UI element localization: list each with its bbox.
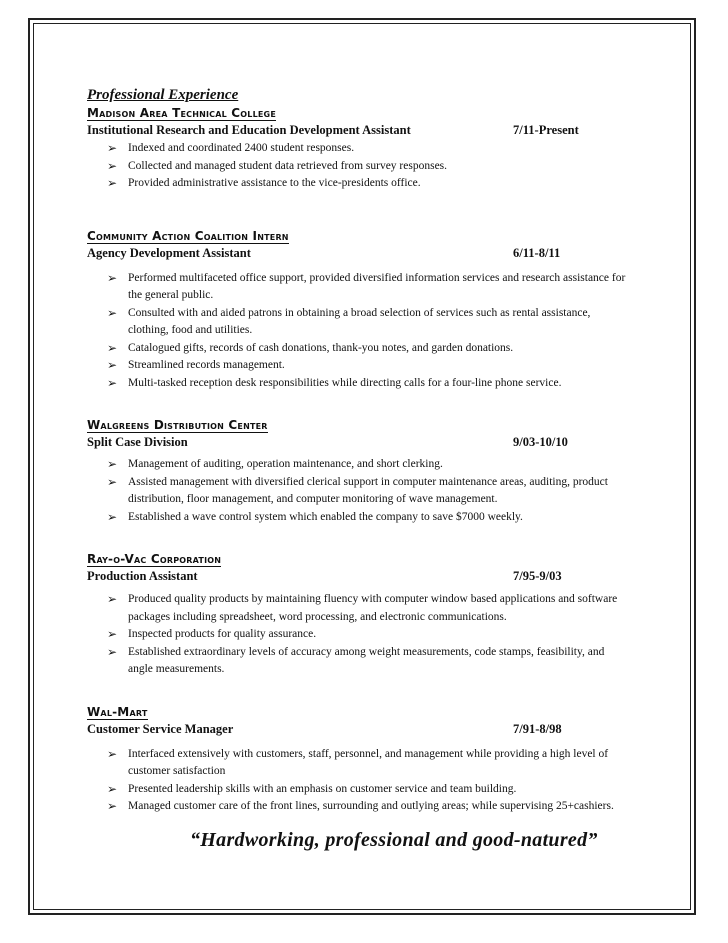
- job-title: Customer Service Manager: [87, 721, 234, 736]
- bullet-list: [87, 270, 632, 393]
- job-entry: [87, 227, 632, 393]
- arrow-bullet-icon: ➢: [107, 509, 118, 524]
- job-entry: [87, 550, 632, 679]
- job-entry: [87, 703, 632, 816]
- list-item: ➢ Produced quality products by maintaining fluency with computer window based applications and software packages including spreadsheet, word processing, and electronic communications.: [107, 592, 618, 623]
- arrow-bullet-icon: ➢: [107, 592, 118, 606]
- list-item: ➢ Collected and managed student data retrieved from survey responses.: [107, 158, 632, 176]
- section-title: Professional Experience: [87, 87, 239, 103]
- bullet-list: [87, 140, 632, 193]
- list-item: ➢ Management of auditing, operation maintenance, and short clerking.: [107, 456, 632, 474]
- employer-name: Community Action Coalition Intern: [87, 228, 289, 243]
- role-line: [87, 122, 632, 139]
- bullet-list: [87, 591, 632, 679]
- job-dates: 7/95-9/03: [513, 569, 562, 583]
- role-line: [87, 721, 632, 738]
- job-entry: [87, 416, 632, 526]
- employer-name: Madison Area Technical College: [87, 106, 276, 120]
- list-item: ➢ Inspected products for quality assurance.: [107, 626, 632, 644]
- arrow-bullet-icon: ➢: [107, 644, 118, 659]
- job-title: Split Case Division: [87, 435, 188, 449]
- bullet-list: [87, 746, 632, 816]
- list-item: ➢ Catalogued gifts, records of cash donations, thank-you notes, and garden donations.: [107, 340, 632, 358]
- role-line: [87, 245, 632, 262]
- arrow-bullet-icon: ➢: [107, 141, 118, 155]
- employer-name: Ray-o-Vac Corporation: [87, 552, 222, 566]
- arrow-bullet-icon: ➢: [107, 270, 118, 285]
- list-item: ➢ Managed customer care of the front lines, surrounding and outlying areas; while supervising 25+cashiers.: [107, 798, 632, 816]
- list-item: ➢ Streamlined records management.: [107, 357, 632, 375]
- arrow-bullet-icon: ➢: [107, 358, 118, 372]
- job-dates: 6/11-8/11: [513, 245, 561, 260]
- arrow-bullet-icon: ➢: [107, 746, 118, 761]
- list-item: ➢ Provided administrative assistance to the vice-presidents office.: [107, 175, 632, 193]
- list-item: ➢ Interfaced extensively with customers, staff, personnel, and management while providing a high level of customer satisfaction: [107, 746, 609, 777]
- arrow-bullet-icon: ➢: [107, 781, 118, 796]
- arrow-bullet-icon: ➢: [107, 158, 118, 173]
- job-dates: 7/91-8/98: [513, 721, 562, 736]
- list-item: ➢ Presented leadership skills with an emphasis on customer service and team building.: [107, 781, 632, 799]
- arrow-bullet-icon: ➢: [107, 799, 118, 813]
- arrow-bullet-icon: ➢: [107, 627, 118, 641]
- job-entry: [87, 104, 632, 193]
- list-item: ➢ Established a wave control system which enabled the company to save $7000 weekly.: [107, 509, 632, 527]
- arrow-bullet-icon: ➢: [107, 340, 118, 355]
- role-line: [87, 434, 632, 451]
- list-item: ➢ Assisted management with diversified clerical support in computer maintenance areas, auditing, product distribution, floor management, and computer monitoring of wave management.: [107, 474, 608, 505]
- job-title: Agency Development Assistant: [87, 245, 251, 260]
- role-line: [87, 568, 632, 585]
- arrow-bullet-icon: ➢: [107, 474, 118, 489]
- job-dates: 9/03-10/10: [513, 435, 568, 449]
- list-item: ➢ Performed multifaceted office support, provided diversified information services and research assistance for the general public.: [107, 270, 626, 301]
- bullet-list: [87, 456, 632, 526]
- list-item: ➢ Indexed and coordinated 2400 student responses.: [107, 140, 632, 158]
- arrow-bullet-icon: ➢: [107, 375, 118, 390]
- list-item: ➢ Multi-tasked reception desk responsibilities while directing calls for a four-line phone service.: [107, 375, 632, 393]
- resume-content: [87, 86, 632, 816]
- job-title: Production Assistant: [87, 569, 198, 583]
- list-item: ➢ Consulted with and aided patrons in obtaining a broad selection of services such as rental assistance, clothing, food and utilities.: [107, 305, 591, 336]
- arrow-bullet-icon: ➢: [107, 305, 118, 320]
- job-dates: 7/11-Present: [513, 123, 579, 137]
- list-item: ➢ Established extraordinary levels of accuracy among weight measurements, code stamps, feasibility, and angle measurements.: [107, 644, 605, 675]
- job-title: Institutional Research and Education Development Assistant: [87, 123, 411, 137]
- tagline-quote: “Hardworking, professional and good-natured”: [190, 829, 598, 851]
- arrow-bullet-icon: ➢: [107, 457, 118, 471]
- employer-name: Wal-Mart: [87, 704, 148, 719]
- employer-name: Walgreens Distribution Center: [87, 418, 268, 432]
- arrow-bullet-icon: ➢: [107, 176, 118, 190]
